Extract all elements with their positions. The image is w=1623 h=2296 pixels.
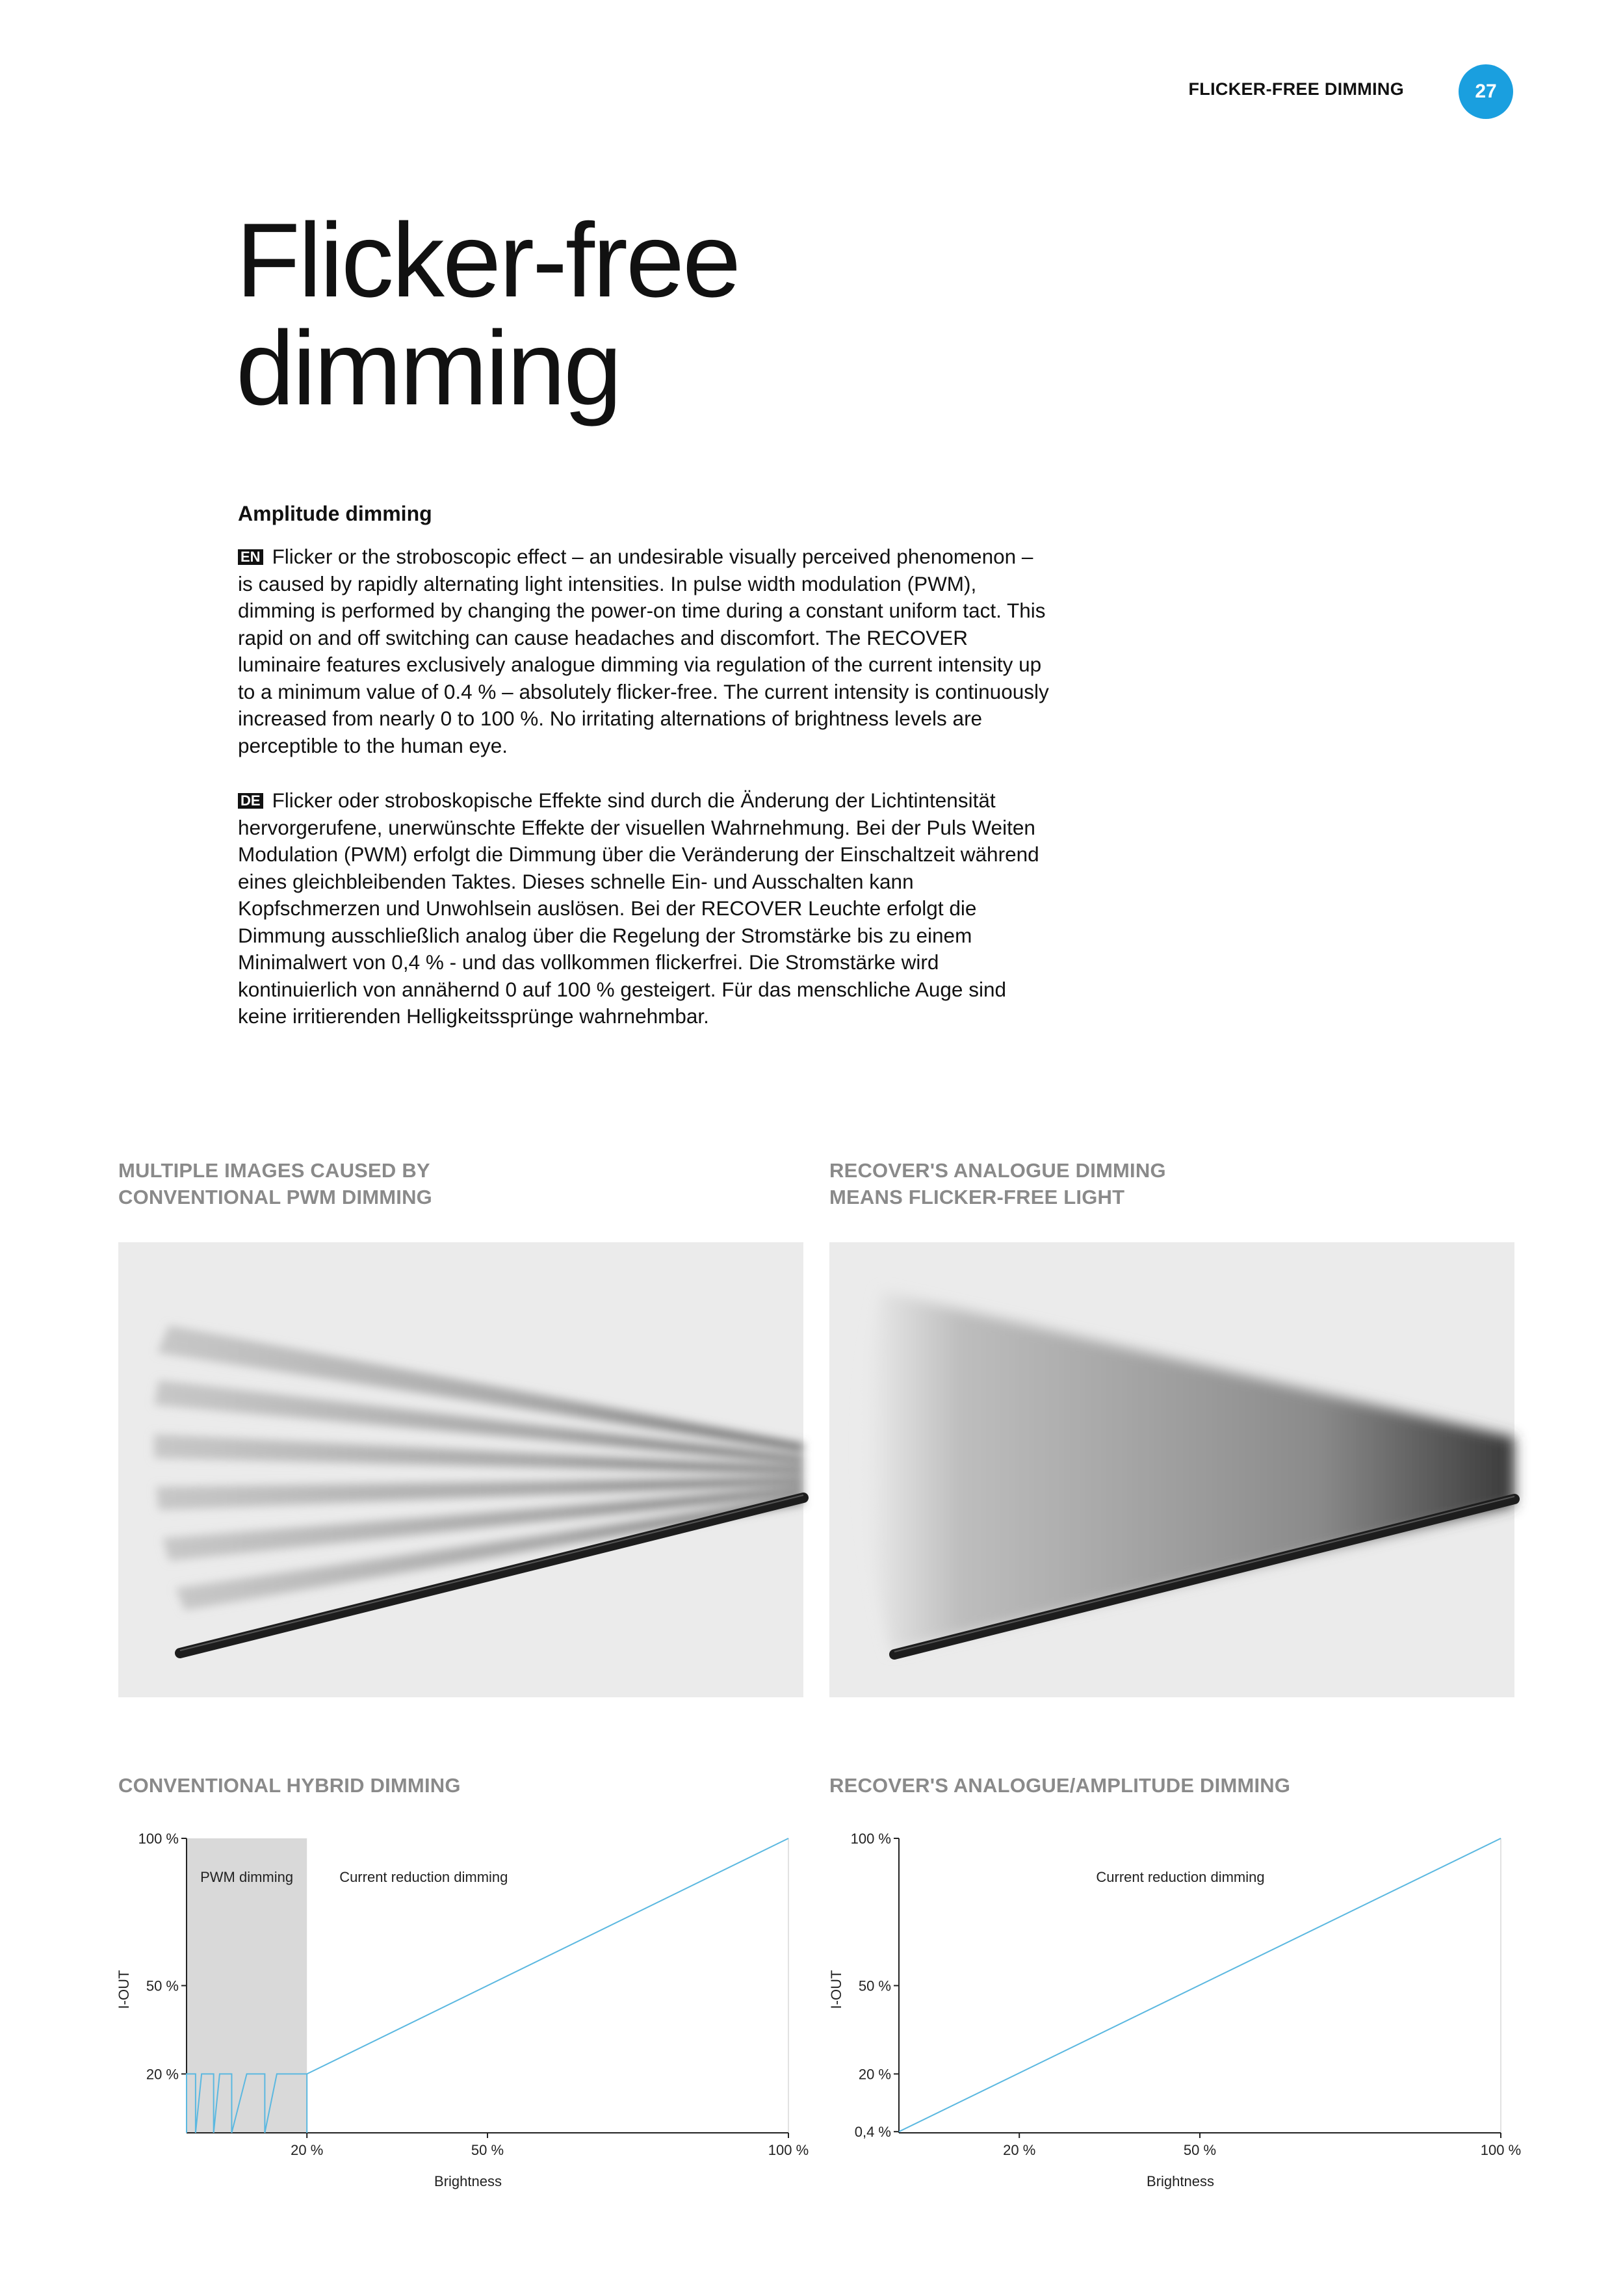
y-tick-label: 20 % [146, 2066, 179, 2083]
x-tick-label: 50 % [471, 2142, 504, 2158]
paragraph-en-text: Flicker or the stroboscopic effect – an undesirable visually perceived phenomenon – is caused by rapidly alternating light intensities. In pulse width modulation (PWM), dimming is performed by changing the power-on time during a constant uniform tact. This rapid on and off switching can cause headaches and discomfort. The RECOVER luminaire features exclusively analogue dimming via regulation of the current intensity up to a minimum value of 0.4 % – absolutely flicker-free. The current intensity is continuously increased from nearly 0 to 100 %. No irritating alternations of brightness levels are perceptible to the human eye. [238, 545, 1049, 757]
pwm-light-illustration [118, 1242, 803, 1697]
y-axis-label: I-OUT [116, 1970, 132, 2009]
x-tick-label: 100 % [768, 2142, 809, 2158]
analogue-dimming-chart [823, 1820, 1531, 2189]
right-image-label-line1: RECOVER'S ANALOGUE DIMMING [829, 1159, 1166, 1182]
x-axis-label: Brightness [1147, 2173, 1214, 2189]
right-image-label-line2: MEANS FLICKER-FREE LIGHT [829, 1186, 1125, 1208]
y-tick-label: 20 % [858, 2066, 891, 2083]
page-number-badge: 27 [1459, 64, 1513, 119]
paragraph-en [238, 543, 1050, 759]
page-title-line1: Flicker-free [236, 202, 740, 319]
y-tick-label: 100 % [138, 1831, 179, 1847]
y-tick-label: 50 % [146, 1977, 179, 1994]
page-title [236, 202, 740, 427]
language-badge-en: EN [238, 549, 263, 565]
left-image-label-line1: MULTIPLE IMAGES CAUSED BY [118, 1159, 430, 1182]
analogue-light-illustration [829, 1242, 1514, 1697]
analogue-dimming-photo [829, 1242, 1514, 1697]
subheading: Amplitude dimming [238, 502, 432, 525]
x-tick-label: 100 % [1480, 2142, 1522, 2158]
y-tick-label: 100 % [850, 1831, 891, 1847]
region-label: PWM dimming [200, 1869, 294, 1885]
right-image-label [829, 1157, 1166, 1210]
hybrid-dimming-chart [110, 1820, 819, 2189]
region-label: Current reduction dimming [339, 1869, 508, 1885]
region-label: Current reduction dimming [1096, 1869, 1265, 1885]
analogue-chart-title: RECOVER'S ANALOGUE/AMPLITUDE DIMMING [829, 1774, 1291, 1797]
x-axis-label: Brightness [434, 2173, 502, 2189]
left-image-label [118, 1157, 432, 1210]
page-title-line2: dimming [236, 309, 621, 427]
paragraph-de-text: Flicker oder stroboskopische Effekte sind durch die Änderung der Lichtintensität hervorgerufene, unerwünschte Effekte der visuellen Wahrnehmung. Bei der Puls Weiten Modulation (PWM) erfolgt die Dimmung über die Veränderung der Einschaltzeit während eines gleichbleibenden Taktes. Dieses schnelle Ein- und Ausschalten kann Kopfschmerzen und Unwohlsein auslösen. Bei der RECOVER Leuchte erfolgt die Dimmung ausschließlich analog über die Regelung der Stromstärke bis zu einem Minimalwert von 0,4 % - und das vollkommen flickerfrei. Die Stromstärke wird kontinuierlich von annähernd 0 auf 100 % gesteigert. Für das menschliche Auge sind keine irritierenden Helligkeitssprünge wahrnehmbar. [238, 789, 1039, 1028]
hybrid-chart-title: CONVENTIONAL HYBRID DIMMING [118, 1774, 461, 1797]
paragraph-de [238, 787, 1050, 1030]
y-axis-label: I-OUT [828, 1970, 844, 2009]
language-badge-de: DE [238, 793, 263, 809]
pwm-multiple-images-photo [118, 1242, 803, 1697]
left-image-label-line2: CONVENTIONAL PWM DIMMING [118, 1186, 432, 1208]
x-tick-label: 20 % [291, 2142, 324, 2158]
y-tick-label: 50 % [858, 1977, 891, 1994]
section-title: FLICKER-FREE DIMMING [1188, 79, 1404, 99]
x-tick-label: 20 % [1003, 2142, 1036, 2158]
x-tick-label: 50 % [1183, 2142, 1217, 2158]
y-tick-label: 0,4 % [854, 2124, 891, 2141]
